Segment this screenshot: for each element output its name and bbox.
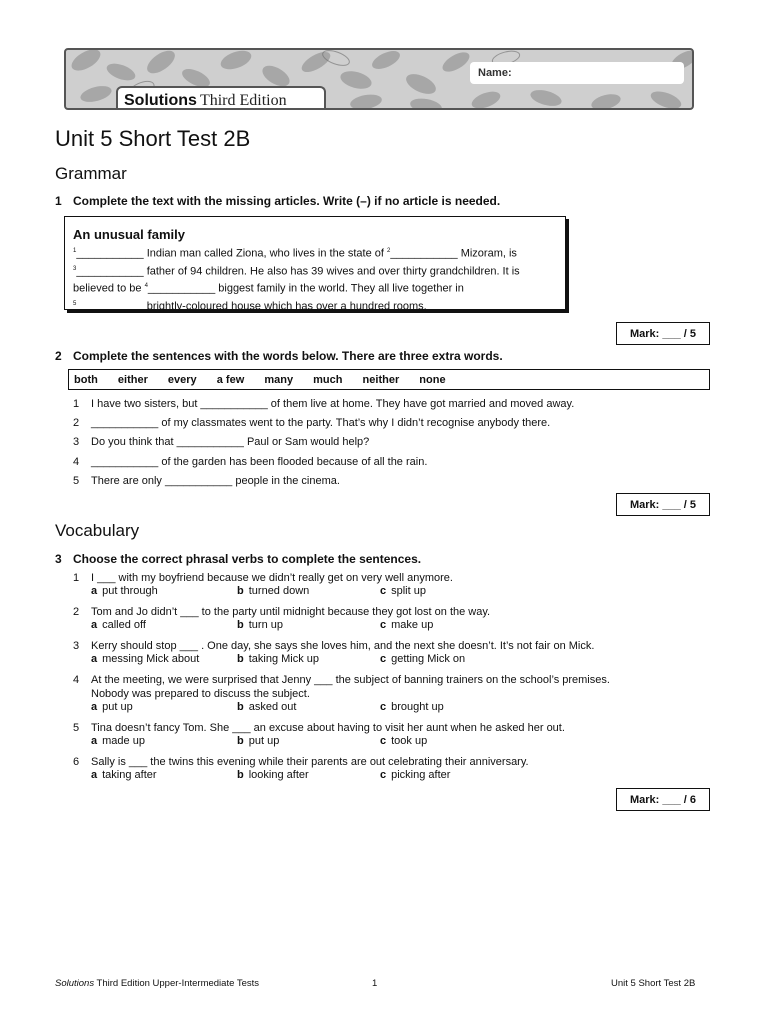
- option-c[interactable]: c picking after: [380, 769, 451, 781]
- option-b[interactable]: b turn up: [237, 619, 283, 631]
- word: every: [167, 374, 197, 386]
- option-b[interactable]: b turned down: [237, 585, 310, 597]
- text-box-unusual-family: [64, 216, 566, 313]
- question-1-instruction: 1 Complete the text with the missing articles. Write (–) if no article is needed.: [55, 194, 501, 208]
- mark-box-q3[interactable]: Mark: ___ / 6: [616, 788, 710, 811]
- option-c[interactable]: c split up: [380, 585, 426, 597]
- brand-name: Solutions: [124, 92, 197, 109]
- word: neither: [362, 374, 400, 386]
- question-3-instruction: 3 Choose the correct phrasal verbs to complete the sentences.: [55, 552, 422, 566]
- word: a few: [216, 374, 245, 386]
- option-b[interactable]: b looking after: [237, 769, 309, 781]
- option-c[interactable]: c make up: [380, 619, 434, 631]
- footer-right: Unit 5 Short Test 2B: [611, 978, 696, 989]
- brand-logo: [116, 86, 326, 110]
- option-b[interactable]: b taking Mick up: [237, 653, 320, 665]
- option-a[interactable]: a made up: [91, 735, 145, 747]
- name-field[interactable]: [470, 62, 684, 84]
- blank-1[interactable]: ___________: [76, 247, 144, 260]
- option-b[interactable]: b asked out: [237, 701, 297, 713]
- page-number: 1: [372, 978, 378, 989]
- brand-edition: Third Edition: [199, 92, 287, 109]
- word: many: [264, 374, 294, 386]
- section-heading-vocabulary: Vocabulary: [55, 521, 140, 540]
- word: none: [419, 374, 446, 386]
- page-title: Unit 5 Short Test 2B: [55, 126, 251, 151]
- blank-3[interactable]: ___________: [76, 265, 144, 278]
- mark-box-q2[interactable]: Mark: ___ / 5: [616, 493, 710, 516]
- section-heading-grammar: Grammar: [55, 164, 127, 183]
- question-2-instruction: 2 Complete the sentences with the words below. There are three extra words.: [55, 349, 503, 363]
- blank-5[interactable]: ___________: [76, 300, 144, 313]
- option-c[interactable]: c getting Mick on: [380, 653, 466, 665]
- option-c[interactable]: c brought up: [380, 701, 444, 713]
- mark-box-q1[interactable]: Mark: ___ / 5: [616, 322, 710, 345]
- option-a[interactable]: a taking after: [91, 769, 157, 781]
- option-a[interactable]: a called off: [91, 619, 146, 631]
- word: both: [74, 374, 98, 386]
- blank-2[interactable]: ___________: [390, 247, 458, 260]
- option-c[interactable]: c took up: [380, 735, 428, 747]
- footer-left: Solutions Third Edition Upper-Intermediate Tests: [55, 978, 260, 989]
- text-box-title: An unusual family: [73, 227, 185, 242]
- word: much: [313, 374, 343, 386]
- word-box: [68, 369, 710, 390]
- option-a[interactable]: a put up: [91, 701, 133, 713]
- word: either: [117, 374, 148, 386]
- header-banner: [64, 48, 694, 110]
- option-a[interactable]: a put through: [91, 585, 158, 597]
- option-a[interactable]: a messing Mick about: [91, 653, 200, 665]
- option-b[interactable]: b put up: [237, 735, 280, 747]
- text-box-body: $^1$___________ Indian man called Ziona, who lives in the state of $^2$___________ Mizoram, is $^3$___________ father of 94 children. He also has 39 wives and over thirty grandchildren. It is believed to be $^4$___________ biggest family in the world. They all live together in $^5$___________ brightly-coloured house which has over a hundred rooms.: [73, 247, 520, 313]
- name-label: Name:: [478, 67, 512, 79]
- blank-4[interactable]: ___________: [147, 282, 216, 295]
